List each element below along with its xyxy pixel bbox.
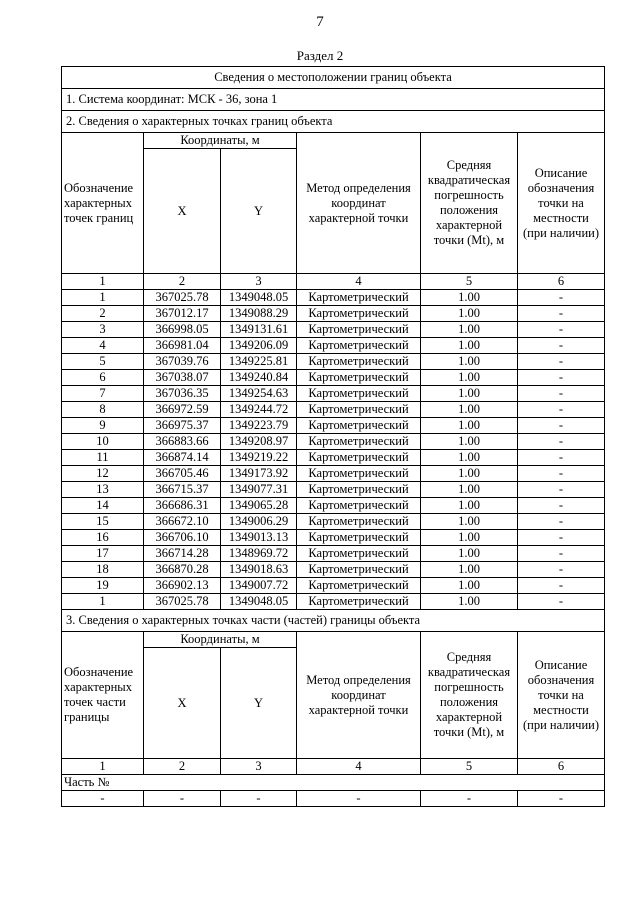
table-row xyxy=(62,466,605,482)
table-cell: - xyxy=(518,482,605,498)
table-cell: 1349048.05 xyxy=(221,290,297,306)
table-cell: 1349244.72 xyxy=(221,402,297,418)
part-empty-row xyxy=(62,791,605,807)
header-method: Метод определения координат характерной точки xyxy=(297,133,421,274)
table-cell: 10 xyxy=(62,434,144,450)
table-cell: Картометрический xyxy=(297,338,421,354)
table-cell: 1.00 xyxy=(421,418,518,434)
table-cell: Картометрический xyxy=(297,370,421,386)
table-cell: - xyxy=(518,578,605,594)
table-cell: 1.00 xyxy=(421,402,518,418)
table-cell: - xyxy=(518,498,605,514)
table-cell: 1.00 xyxy=(421,370,518,386)
table-cell: 366998.05 xyxy=(144,322,221,338)
table-cell: Картометрический xyxy=(297,322,421,338)
header-x: X xyxy=(144,149,221,274)
table-cell: 1349018.63 xyxy=(221,562,297,578)
table-cell: - xyxy=(518,530,605,546)
table-cell: Картометрический xyxy=(297,402,421,418)
table-cell: 366883.66 xyxy=(144,434,221,450)
table-cell: 16 xyxy=(62,530,144,546)
table-cell: 1349225.81 xyxy=(221,354,297,370)
table-cell: 11 xyxy=(62,450,144,466)
table-cell: 5 xyxy=(62,354,144,370)
column-number: 2 xyxy=(144,274,221,290)
table-cell: - xyxy=(518,450,605,466)
column-number: 3 xyxy=(221,759,297,775)
table-row xyxy=(62,402,605,418)
column-number: 3 xyxy=(221,274,297,290)
table-cell: 367025.78 xyxy=(144,594,221,610)
column-number: 2 xyxy=(144,759,221,775)
table-cell: 366705.46 xyxy=(144,466,221,482)
table-cell: - xyxy=(518,370,605,386)
table-row xyxy=(62,530,605,546)
table-cell: 366975.37 xyxy=(144,418,221,434)
table-cell: 367038.07 xyxy=(144,370,221,386)
table-cell: 1.00 xyxy=(421,594,518,610)
table-cell: 1349254.63 xyxy=(221,386,297,402)
column-number: 5 xyxy=(421,759,518,775)
table-cell: Картометрический xyxy=(297,594,421,610)
table-cell: 1.00 xyxy=(421,290,518,306)
table-cell: Картометрический xyxy=(297,450,421,466)
table-cell: 1349206.09 xyxy=(221,338,297,354)
table-cell: 1349208.97 xyxy=(221,434,297,450)
table-row xyxy=(62,546,605,562)
table-cell: - xyxy=(421,791,518,807)
header-x-part: X xyxy=(144,648,221,759)
column-number: 1 xyxy=(62,274,144,290)
table-cell: 366972.59 xyxy=(144,402,221,418)
table-cell: 1.00 xyxy=(421,466,518,482)
table-title: Сведения о местоположении границ объекта xyxy=(62,67,605,89)
table-cell: 367036.35 xyxy=(144,386,221,402)
table-cell: - xyxy=(518,386,605,402)
table-cell: - xyxy=(518,791,605,807)
table-cell: 1.00 xyxy=(421,434,518,450)
header-error-part: Средняя квадратическая погрешность положения характерной точки (Mt), м xyxy=(421,632,518,759)
table-cell: 18 xyxy=(62,562,144,578)
table-row xyxy=(62,322,605,338)
table-cell: Картометрический xyxy=(297,530,421,546)
table-cell: 1349173.92 xyxy=(221,466,297,482)
table-cell: Картометрический xyxy=(297,578,421,594)
table-cell: 366714.28 xyxy=(144,546,221,562)
table-cell: 367039.76 xyxy=(144,354,221,370)
table-row xyxy=(62,386,605,402)
table-cell: Картометрический xyxy=(297,498,421,514)
table-cell: 1 xyxy=(62,594,144,610)
table-cell: - xyxy=(62,791,144,807)
table-cell: 1349131.61 xyxy=(221,322,297,338)
table-row xyxy=(62,418,605,434)
table-row xyxy=(62,498,605,514)
table-cell: - xyxy=(518,418,605,434)
table-cell: 1.00 xyxy=(421,562,518,578)
table-cell: - xyxy=(518,594,605,610)
table-row xyxy=(62,450,605,466)
table-cell: 1.00 xyxy=(421,530,518,546)
table-cell: 1349065.28 xyxy=(221,498,297,514)
table-cell: 1.00 xyxy=(421,498,518,514)
table-row xyxy=(62,482,605,498)
table-cell: 1348969.72 xyxy=(221,546,297,562)
table-cell: Картометрический xyxy=(297,354,421,370)
page-number: 7 xyxy=(316,14,324,30)
table-cell: 1.00 xyxy=(421,354,518,370)
table-cell: - xyxy=(518,290,605,306)
table-cell: 1.00 xyxy=(421,578,518,594)
table-cell: - xyxy=(518,338,605,354)
table-cell: 366686.31 xyxy=(144,498,221,514)
table-cell: 1349077.31 xyxy=(221,482,297,498)
column-number: 4 xyxy=(297,274,421,290)
section-2-title: 2. Сведения о характерных точках границ объекта xyxy=(62,111,605,133)
coord-system: 1. Система координат: МСК - 36, зона 1 xyxy=(62,89,605,111)
table-cell: 1.00 xyxy=(421,450,518,466)
header-designation: Обозначение характерных точек границ xyxy=(62,133,144,274)
table-cell: 1.00 xyxy=(421,322,518,338)
table-cell: - xyxy=(518,322,605,338)
table-cell: 1349223.79 xyxy=(221,418,297,434)
table-cell: Картометрический xyxy=(297,466,421,482)
table-cell: 366870.28 xyxy=(144,562,221,578)
table-cell: 1.00 xyxy=(421,514,518,530)
table-cell: Картометрический xyxy=(297,562,421,578)
table-cell: Картометрический xyxy=(297,290,421,306)
table-cell: - xyxy=(518,514,605,530)
table-cell: 1.00 xyxy=(421,338,518,354)
header-error: Средняя квадратическая погрешность положения характерной точки (Mt), м xyxy=(421,133,518,274)
table-cell: 366981.04 xyxy=(144,338,221,354)
column-numbers-part xyxy=(62,759,605,775)
table-cell: 8 xyxy=(62,402,144,418)
table-cell: - xyxy=(518,466,605,482)
table-row xyxy=(62,562,605,578)
table-cell: 19 xyxy=(62,578,144,594)
table-row xyxy=(62,514,605,530)
header-designation-part: Обозначение характерных точек части границы xyxy=(62,632,144,759)
table-cell: 3 xyxy=(62,322,144,338)
column-number: 4 xyxy=(297,759,421,775)
header-y-part: Y xyxy=(221,648,297,759)
table-cell: - xyxy=(518,306,605,322)
table-cell: - xyxy=(144,791,221,807)
table-cell: 6 xyxy=(62,370,144,386)
table-cell: Картометрический xyxy=(297,434,421,450)
table-cell: 1 xyxy=(62,290,144,306)
table-cell: - xyxy=(518,434,605,450)
table-cell: - xyxy=(518,546,605,562)
table-row xyxy=(62,370,605,386)
table-cell: 1349007.72 xyxy=(221,578,297,594)
section-title: Раздел 2 xyxy=(296,48,344,63)
section-3-title: 3. Сведения о характерных точках части (частей) границы объекта xyxy=(62,610,605,632)
table-cell: 17 xyxy=(62,546,144,562)
table-cell: 366902.13 xyxy=(144,578,221,594)
table-row xyxy=(62,354,605,370)
column-number: 6 xyxy=(518,759,605,775)
table-cell: 1349088.29 xyxy=(221,306,297,322)
table-cell: 1.00 xyxy=(421,546,518,562)
header-description: Описание обозначения точки на местности (при наличии) xyxy=(518,133,605,274)
header-coords: Координаты, м xyxy=(144,133,297,149)
table-cell: 1349219.22 xyxy=(221,450,297,466)
table-row xyxy=(62,594,605,610)
table-row xyxy=(62,338,605,354)
column-numbers xyxy=(62,274,605,290)
table-cell: 7 xyxy=(62,386,144,402)
table-cell: - xyxy=(221,791,297,807)
table-cell: 4 xyxy=(62,338,144,354)
column-number: 6 xyxy=(518,274,605,290)
table-row xyxy=(62,434,605,450)
table-cell: 12 xyxy=(62,466,144,482)
table-cell: 1349013.13 xyxy=(221,530,297,546)
table-cell: 13 xyxy=(62,482,144,498)
table-cell: 366874.14 xyxy=(144,450,221,466)
table-cell: Картометрический xyxy=(297,514,421,530)
boundaries-table xyxy=(61,66,605,807)
table-cell: Картометрический xyxy=(297,546,421,562)
table-cell: Картометрический xyxy=(297,386,421,402)
table-cell: 1.00 xyxy=(421,482,518,498)
header-y: Y xyxy=(221,149,297,274)
table-cell: 366672.10 xyxy=(144,514,221,530)
table-cell: 14 xyxy=(62,498,144,514)
table-cell: Картометрический xyxy=(297,306,421,322)
header-method-part: Метод определения координат характерной точки xyxy=(297,632,421,759)
table-row xyxy=(62,290,605,306)
table-cell: - xyxy=(297,791,421,807)
table-cell: - xyxy=(518,354,605,370)
table-cell: 9 xyxy=(62,418,144,434)
table-cell: 1.00 xyxy=(421,306,518,322)
table-cell: Картометрический xyxy=(297,418,421,434)
table-cell: 367025.78 xyxy=(144,290,221,306)
column-number: 1 xyxy=(62,759,144,775)
column-number: 5 xyxy=(421,274,518,290)
header-coords-part: Координаты, м xyxy=(144,632,297,648)
table-row xyxy=(62,306,605,322)
table-cell: 367012.17 xyxy=(144,306,221,322)
table-cell: 1349006.29 xyxy=(221,514,297,530)
table-cell: 366706.10 xyxy=(144,530,221,546)
header-description-part: Описание обозначения точки на местности (при наличии) xyxy=(518,632,605,759)
part-label: Часть № xyxy=(62,775,605,791)
table-cell: 366715.37 xyxy=(144,482,221,498)
table-cell: 15 xyxy=(62,514,144,530)
table-cell: 1349240.84 xyxy=(221,370,297,386)
table-cell: - xyxy=(518,402,605,418)
table-cell: 2 xyxy=(62,306,144,322)
table-cell: Картометрический xyxy=(297,482,421,498)
table-cell: 1.00 xyxy=(421,386,518,402)
table-cell: 1349048.05 xyxy=(221,594,297,610)
table-cell: - xyxy=(518,562,605,578)
table-row xyxy=(62,578,605,594)
